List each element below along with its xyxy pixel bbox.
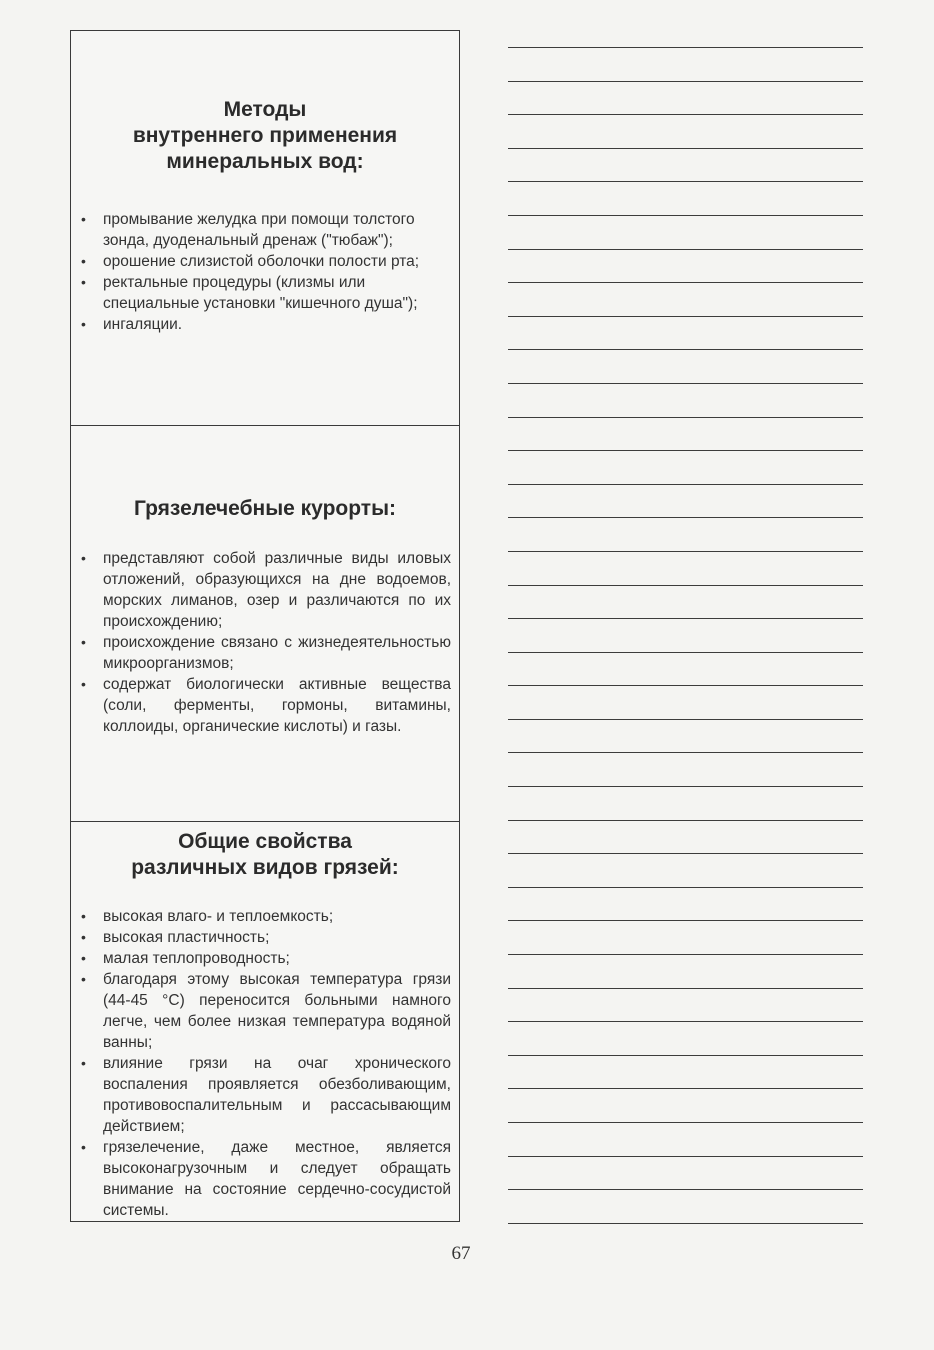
page-number-text: 67 bbox=[451, 1243, 471, 1264]
writing-line bbox=[508, 1055, 863, 1056]
list-item: • ингаляции. bbox=[103, 314, 451, 335]
writing-line bbox=[508, 652, 863, 653]
list-item: • содержат биологически активные вещества (соли, ферменты, гормоны, витамины, коллоиды, органические кислоты) и газы. bbox=[103, 674, 451, 737]
section-mud-resorts bbox=[71, 426, 459, 822]
list-item: • высокая пластичность; bbox=[103, 927, 451, 948]
writing-line bbox=[508, 752, 863, 753]
list-item: • малая теплопроводность; bbox=[103, 948, 451, 969]
writing-line bbox=[508, 81, 863, 82]
writing-line bbox=[508, 417, 863, 418]
writing-line bbox=[508, 450, 863, 451]
section-title: Общие свойства различных видов грязей: bbox=[131, 830, 399, 879]
list-item: • благодаря этому высокая температура грязи (44-45 °С) переносится больными намного легче, чем более низкая температура водяной ванны; bbox=[103, 969, 451, 1053]
content-frame bbox=[70, 30, 460, 1222]
bullet-list bbox=[71, 906, 459, 1221]
list-item: • промывание желудка при помощи толстого зонда, дуоденальный дренаж ("тюбаж"); bbox=[103, 209, 451, 251]
writing-line bbox=[508, 685, 863, 686]
list-item: • орошение слизистой оболочки полости рта; bbox=[103, 251, 451, 272]
writing-line bbox=[508, 1223, 863, 1224]
writing-line bbox=[508, 1189, 863, 1190]
writing-line bbox=[508, 316, 863, 317]
list-item: • представляют собой различные виды иловых отложений, образующихся на дне водоемов, морских лиманов, озер и различаются по их происхождению; bbox=[103, 548, 451, 632]
writing-line bbox=[508, 383, 863, 384]
writing-line bbox=[508, 719, 863, 720]
writing-line bbox=[508, 1021, 863, 1022]
writing-line bbox=[508, 249, 863, 250]
page-number bbox=[0, 1243, 934, 1265]
writing-line bbox=[508, 1122, 863, 1123]
writing-line bbox=[508, 114, 863, 115]
list-item: • высокая влаго- и теплоемкость; bbox=[103, 906, 451, 927]
writing-line bbox=[508, 820, 863, 821]
writing-line bbox=[508, 148, 863, 149]
writing-line bbox=[508, 618, 863, 619]
writing-line bbox=[508, 954, 863, 955]
list-item: • грязелечение, даже местное, является высоконагрузочным и следует обращать внимание на состояние сердечно-сосудистой системы. bbox=[103, 1137, 451, 1221]
writing-line bbox=[508, 988, 863, 989]
list-item: • происхождение связано с жизнедеятельностью микроорганизмов; bbox=[103, 632, 451, 674]
writing-line bbox=[508, 786, 863, 787]
section-title: Грязелечебные курорты: bbox=[134, 497, 396, 520]
writing-line bbox=[508, 853, 863, 854]
writing-line bbox=[508, 920, 863, 921]
writing-line bbox=[508, 585, 863, 586]
writing-line bbox=[508, 47, 863, 48]
section-internal-use-methods bbox=[71, 31, 459, 426]
writing-line bbox=[508, 484, 863, 485]
writing-line bbox=[508, 517, 863, 518]
writing-line bbox=[508, 282, 863, 283]
bullet-list bbox=[71, 548, 459, 737]
writing-line bbox=[508, 181, 863, 182]
writing-line bbox=[508, 887, 863, 888]
list-item: • влияние грязи на очаг хронического воспаления проявляется обезболивающим, противовоспалительным и рассасывающим действием; bbox=[103, 1053, 451, 1137]
section-title: Методы внутреннего применения минеральных вод: bbox=[132, 98, 398, 173]
section-mud-properties bbox=[71, 822, 459, 1221]
writing-line bbox=[508, 349, 863, 350]
writing-line bbox=[508, 551, 863, 552]
writing-line bbox=[508, 1088, 863, 1089]
note-lines bbox=[508, 47, 863, 1256]
writing-line bbox=[508, 1156, 863, 1157]
bullet-list bbox=[71, 209, 459, 335]
list-item: • ректальные процедуры (клизмы или специальные установки "кишечного душа"); bbox=[103, 272, 451, 314]
writing-line bbox=[508, 215, 863, 216]
